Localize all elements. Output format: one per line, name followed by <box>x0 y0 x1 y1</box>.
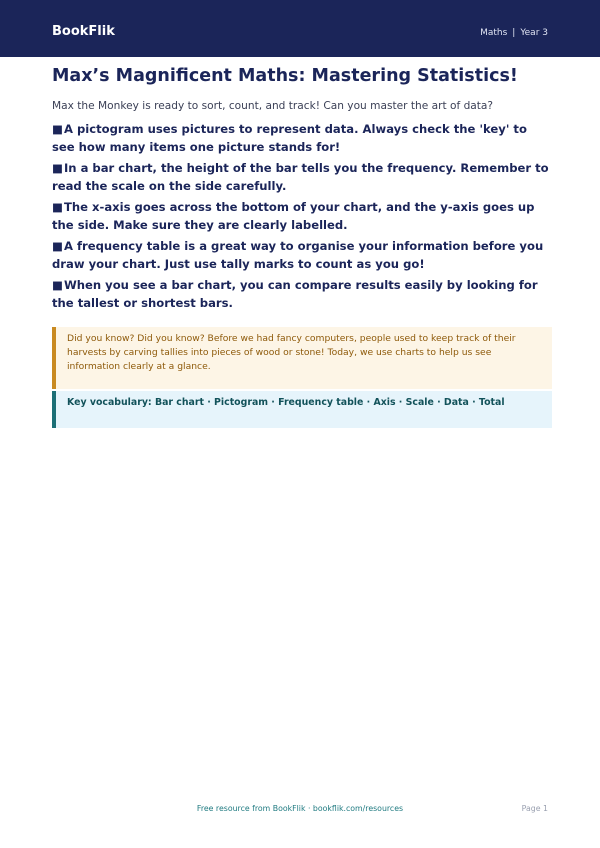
brand-logo[interactable]: BookFlik <box>52 24 115 39</box>
did-you-know-text: Did you know? Did you know? Before we had fancy computers, people used to keep track of their harvests by carving tallies into pieces of wood or stone! Today, we use charts to help us see information clearly at a glance. <box>67 333 516 373</box>
square-bullet-icon: ■ <box>52 161 63 175</box>
breadcrumb-year: Year 3 <box>520 28 548 38</box>
key-point-text: In a bar chart, the height of the bar tells you the frequency. Remember to read the scale on the side carefully. <box>52 161 549 193</box>
footer-credit-link[interactable]: Free resource from BookFlik · bookflik.com/resources <box>196 804 404 813</box>
key-point-text: The x-axis goes across the bottom of your chart, and the y-axis goes up the side. Make sure they are clearly labelled. <box>52 200 535 232</box>
key-points-list <box>52 121 552 316</box>
page-number: Page 1 <box>521 804 548 813</box>
square-bullet-icon: ■ <box>52 200 63 214</box>
breadcrumb <box>480 25 548 41</box>
key-point <box>52 199 552 234</box>
square-bullet-icon: ■ <box>52 122 63 136</box>
key-point <box>52 238 552 273</box>
page-title: Max’s Magnificent Maths: Mastering Statistics! <box>52 66 518 86</box>
key-point <box>52 277 552 312</box>
page-footer <box>0 802 600 816</box>
breadcrumb-separator: | <box>512 28 516 38</box>
header-bar <box>0 0 600 57</box>
key-point <box>52 121 552 156</box>
key-point <box>52 160 552 195</box>
square-bullet-icon: ■ <box>52 278 63 292</box>
key-point-text: When you see a bar chart, you can compare results easily by looking for the tallest or shortest bars. <box>52 278 538 310</box>
key-vocabulary-text: Key vocabulary: Bar chart · Pictogram · Frequency table · Axis · Scale · Data · Total <box>67 397 505 408</box>
did-you-know-callout <box>52 327 552 389</box>
key-vocabulary-box <box>52 391 552 428</box>
key-point-text: A frequency table is a great way to organise your information before you draw your chart. Just use tally marks to count as you go! <box>52 239 544 271</box>
square-bullet-icon: ■ <box>52 239 63 253</box>
key-point-text: A pictogram uses pictures to represent data. Always check the 'key' to see how many items one picture stands for! <box>52 122 527 154</box>
intro-text: Max the Monkey is ready to sort, count, and track! Can you master the art of data? <box>52 100 494 112</box>
breadcrumb-subject: Maths <box>480 28 508 38</box>
